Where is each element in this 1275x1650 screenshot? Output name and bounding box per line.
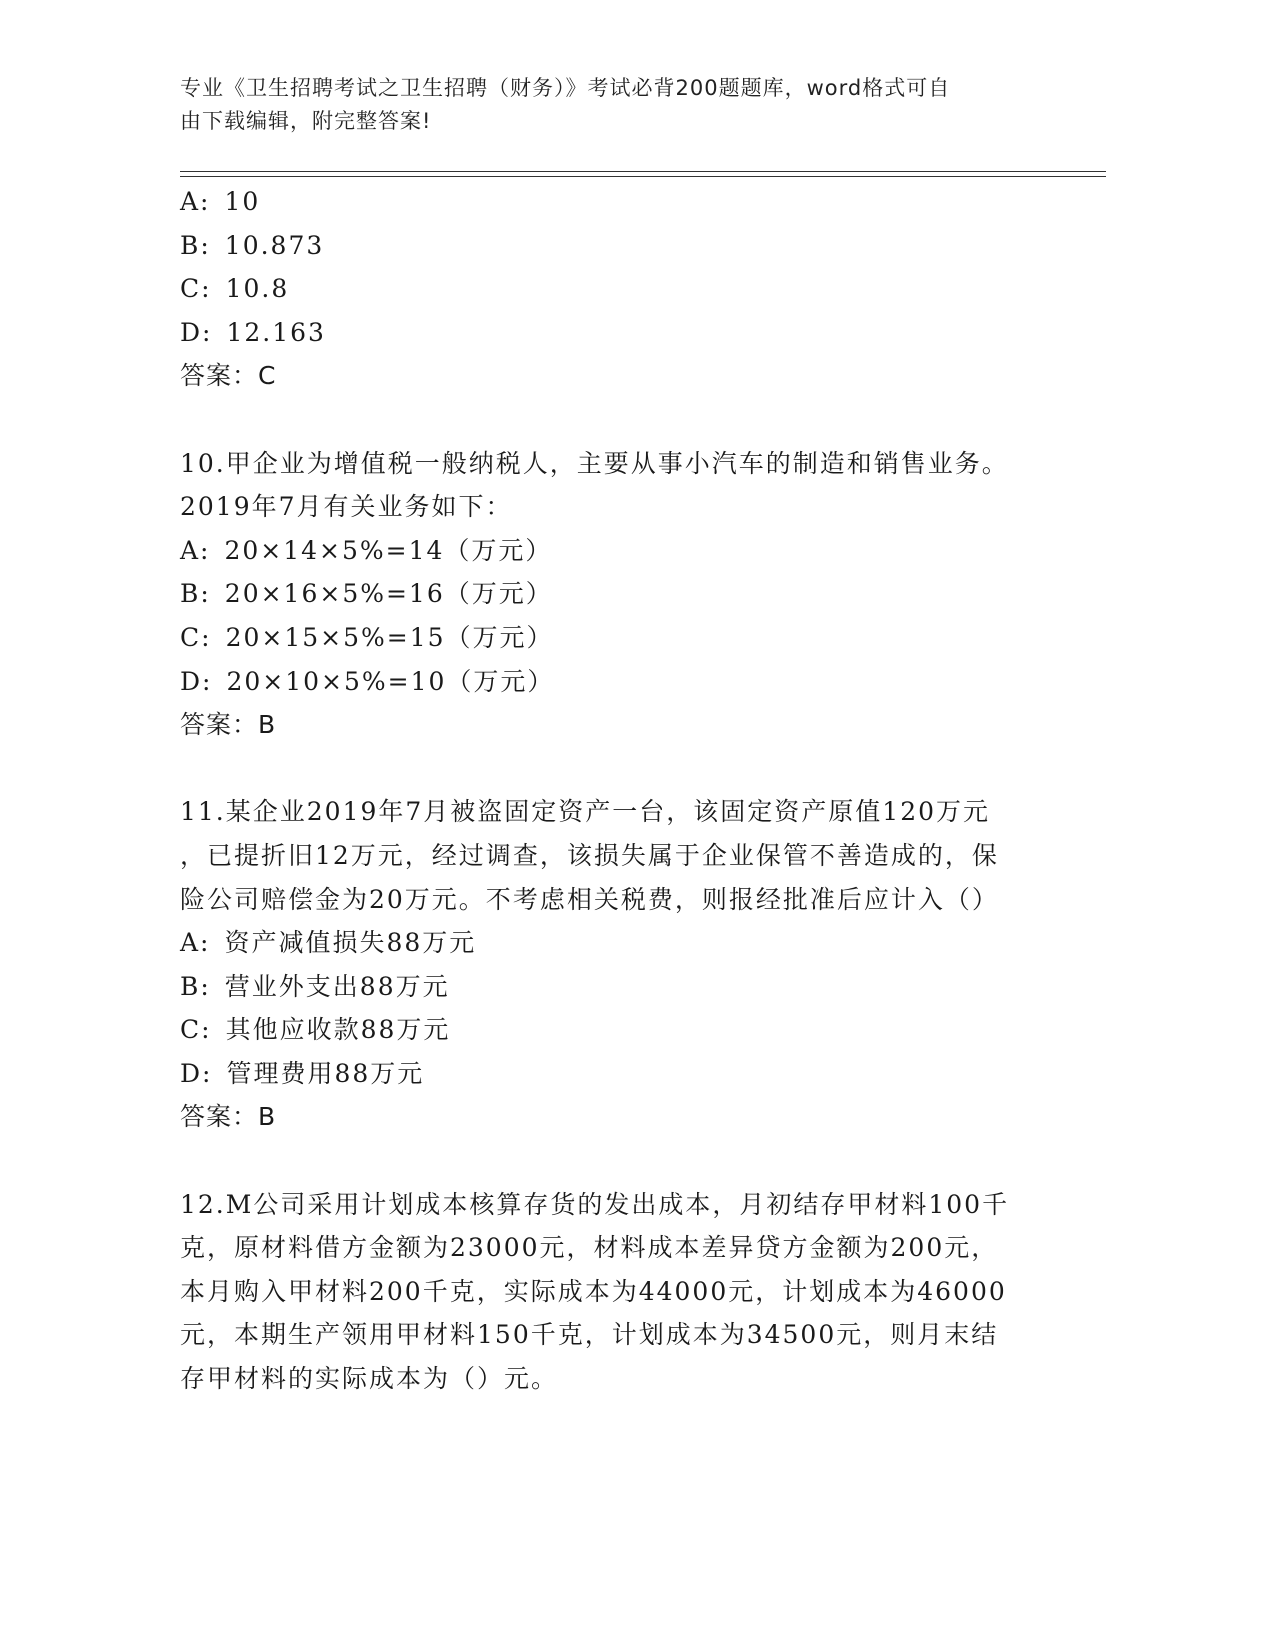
- option-c: C: 其他应收款88万元: [180, 1015, 451, 1045]
- header-rule-top: [180, 171, 1106, 172]
- answer: 答案：B: [180, 710, 277, 740]
- option-b: B: 10.873: [180, 230, 325, 260]
- option-c: C: 10.8: [180, 274, 290, 304]
- option-c: C: 20×15×5%=15（万元）: [180, 622, 554, 652]
- question-stem-line: 克，原材料借方金额为23000元，材料成本差异贷方金额为200元，: [180, 1233, 999, 1263]
- document-header: [180, 72, 1040, 138]
- question-10: [180, 442, 1060, 747]
- option-a: A: 10: [180, 187, 261, 216]
- spacer: [180, 747, 1060, 791]
- spacer: [180, 398, 1060, 442]
- header-line-2: 由下载编辑，附完整答案!: [180, 109, 432, 133]
- option-a: A: 20×14×5%=14（万元）: [180, 535, 553, 565]
- option-d: D: 12.163: [180, 317, 326, 347]
- option-b: B: 营业外支出88万元: [180, 971, 450, 1001]
- question-11: [180, 790, 1060, 1139]
- question-stem-line: 11.某企业2019年7月被盗固定资产一台，该固定资产原值120万元: [180, 797, 991, 827]
- question-stem-line: ，已提折旧12万元，经过调查，该损失属于企业保管不善造成的，保: [180, 840, 999, 870]
- question-stem-line: 12.M公司采用计划成本核算存货的发出成本，月初结存甲材料100千: [180, 1189, 1010, 1219]
- option-b: B: 20×16×5%=16（万元）: [180, 579, 553, 609]
- question-stem-line: 元，本期生产领用甲材料150千克，计划成本为34500元，则月末结: [180, 1320, 999, 1350]
- question-stem-line: 本月购入甲材料200千克，实际成本为44000元，计划成本为46000: [180, 1276, 1007, 1306]
- option-a: A: 资产减值损失88万元: [180, 928, 477, 958]
- question-stem-line: 险公司赔偿金为20万元。不考虑相关税费，则报经批准后应计入（）: [180, 884, 999, 914]
- question-9: [180, 180, 1060, 398]
- answer: 答案：C: [180, 361, 277, 391]
- question-12: [180, 1183, 1060, 1401]
- option-d: D: 20×10×5%=10（万元）: [180, 666, 555, 696]
- question-stem-line: 2019年7月有关业务如下：: [180, 492, 513, 522]
- question-stem-line: 存甲材料的实际成本为（）元。: [180, 1364, 559, 1394]
- header-rule-bottom: [180, 176, 1106, 177]
- option-d: D: 管理费用88万元: [180, 1058, 425, 1088]
- answer: 答案：B: [180, 1102, 277, 1132]
- spacer: [180, 1139, 1060, 1183]
- question-stem-line: 10.甲企业为增值税一般纳税人，主要从事小汽车的制造和销售业务。: [180, 448, 1009, 478]
- question-content: [180, 180, 1060, 1401]
- header-line-1: 专业《卫生招聘考试之卫生招聘（财务）》考试必背200题题库，word格式可自: [180, 76, 951, 100]
